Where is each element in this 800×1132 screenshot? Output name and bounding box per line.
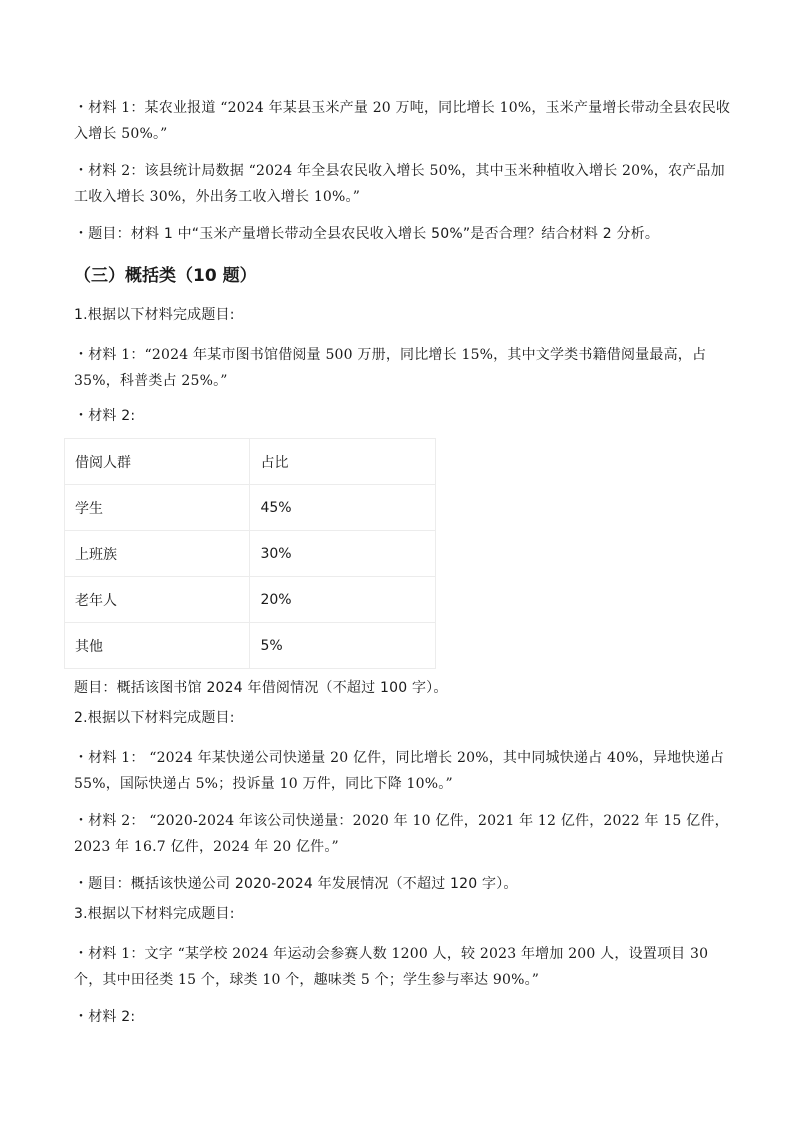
table-cell: 45% xyxy=(250,485,436,531)
table-cell: 学生 xyxy=(65,485,250,531)
borrower-table xyxy=(64,438,436,669)
table-cell: 其他 xyxy=(65,623,250,669)
q1-question: 题目：概括该图书馆 2024 年借阅情况（不超过 100 字）。 xyxy=(74,680,448,696)
table-cell: 上班族 xyxy=(65,531,250,577)
prev-material-2: ・材料 2：该县统计局数据 “2024 年全县农民收入增长 50%，其中玉米种植收入增长 20%，农产品加工收入增长 30%，外出务工收入增长 10%。” xyxy=(74,163,725,205)
q2-title: 2.根据以下材料完成题目: xyxy=(74,710,235,726)
q3-material-2-label: ・材料 2: xyxy=(74,1009,136,1025)
table-row xyxy=(65,623,436,669)
table-cell: 5% xyxy=(250,623,436,669)
q2-material-2: ・材料 2： “2020-2024 年该公司快递量：2020 年 10 亿件，2021 年 12 亿件，2022 年 15 亿件，2023 年 16.7 亿件，2024 年 20 亿件。” xyxy=(74,813,729,855)
q3-title: 3.根据以下材料完成题目: xyxy=(74,906,235,922)
section-heading: （三）概括类（10 题） xyxy=(74,266,257,286)
prev-question: ・题目：材料 1 中“玉米产量增长带动全县农民收入增长 50%”是否合理？结合材料 2 分析。 xyxy=(74,226,660,242)
table-row xyxy=(65,577,436,623)
table-header-row xyxy=(65,439,436,485)
table-cell: 20% xyxy=(250,577,436,623)
prev-material-1: ・材料 1：某农业报道 “2024 年某县玉米产量 20 万吨，同比增长 10%，玉米产量增长带动全县农民收入增长 50%。” xyxy=(74,100,731,142)
table-cell: 老年人 xyxy=(65,577,250,623)
q3-material-1: ・材料 1：文字 “某学校 2024 年运动会参赛人数 1200 人，较 2023 年增加 200 人，设置项目 30 个，其中田径类 15 个，球类 10 个，趣味类 5 个；学生参与率达 90%。” xyxy=(74,946,709,988)
table-header-cell: 占比 xyxy=(250,439,436,485)
table-row xyxy=(65,485,436,531)
q1-title: 1.根据以下材料完成题目: xyxy=(74,307,235,323)
q2-material-1: ・材料 1： “2024 年某快递公司快递量 20 亿件，同比增长 20%，其中同城快递占 40%，异地快递占 55%，国际快递占 5%；投诉量 10 万件，同比下降 10%。” xyxy=(74,750,724,792)
table-row xyxy=(65,531,436,577)
table-cell: 30% xyxy=(250,531,436,577)
table-header-cell: 借阅人群 xyxy=(65,439,250,485)
q1-material-2-label: ・材料 2: xyxy=(74,408,136,424)
q1-material-1: ・材料 1：“2024 年某市图书馆借阅量 500 万册，同比增长 15%，其中文学类书籍借阅量最高，占 35%，科普类占 25%。” xyxy=(74,347,707,389)
q2-question: ・题目：概括该快递公司 2020-2024 年发展情况（不超过 120 字）。 xyxy=(74,876,518,892)
